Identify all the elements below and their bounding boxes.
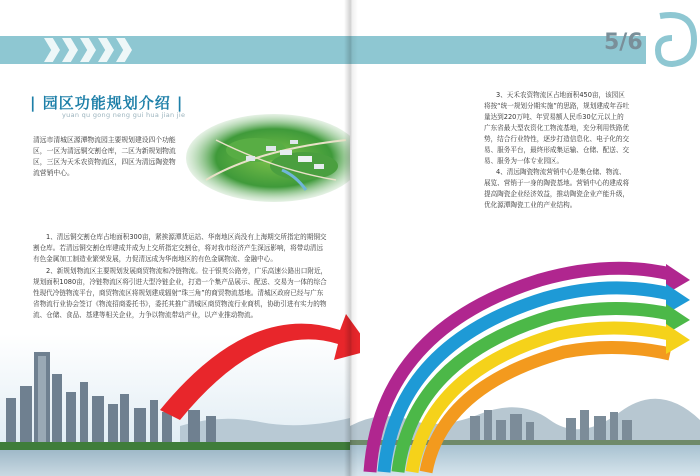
chevron-decoration [44, 38, 132, 62]
intro-paragraph: 清远市清城区源潭物流园主要规划建设四个功能区，一区为清远铜交割仓库，二区为新规划物流区，三区为天禾农资物流区，四区为清远陶瓷物流营销中心。 [33, 136, 176, 177]
section-title: | 园区功能规划介绍 | [30, 94, 184, 112]
header-band [350, 36, 646, 64]
body-text-right [484, 90, 630, 211]
paragraph: 4、清远陶瓷物流营销中心是集仓储、物流、展览、营销于一身的陶瓷基地。营销中心的建成将提高陶瓷企业经济效益，推动陶瓷企业产能升级，优化源潭陶瓷工业的产业结构。 [484, 168, 630, 209]
paragraph: 1、清远铜交割仓库占地面积300亩，紧挨源潭货运站、华南地区尚没有上海期交所指定的期铜交割仓库。若清远铜交割仓库建成并成为上交所指定交割仓，将对我市经济产生深远影响，将带动清远有色金属加工制造业繁荣发展，力促清远成为华南地区的有色金属物流、金融中心。 [33, 233, 327, 264]
page-number: 5/6 [604, 30, 643, 55]
section-title-pinyin: yuan qu gong neng gui hua jian jie [62, 111, 186, 119]
paragraph: 3、天禾农资物流区占地面积450亩，该园区将按“统一规划分期实施”的思路，规划建成年吞吐量达到220万吨、年贸易额人民币30亿元以上的广东省最大型农资化工物流基地，充分利用铁路优势，结合行业特性，逐步打造信息化、电子化的交易、服务平台，最终形成集运输、仓储、配送、交易、服务为一体专业园区。 [484, 91, 630, 165]
rainbow-arrows-graphic [340, 210, 700, 476]
book-spine [344, 0, 358, 476]
red-curved-arrow [0, 210, 360, 476]
paragraph: 2、新规划物流区主要规划发展商贸物流和冷链物流。位于银英公路旁，广乐高速公路出口附近，规划面积1080亩，冷链物流区将引进大型冷链企业，打造一个集产品展示、配送、交易为一体的综合性现代冷链物流平台，商贸物流区将规划建成辐射“珠三角”的商贸物流基地。清城区政府已经与广东省物流行业协会签订《物流招商委托书》，委托其推广清城区商贸物流行业商机，协助引进有实力的物流、仓储、食品、基建等相关企业，力争以物流带动产业，以产业推动物流。 [33, 266, 328, 320]
swirl-decoration [650, 10, 698, 80]
arrow-blue [384, 288, 670, 472]
aerial-park-image [186, 110, 350, 202]
